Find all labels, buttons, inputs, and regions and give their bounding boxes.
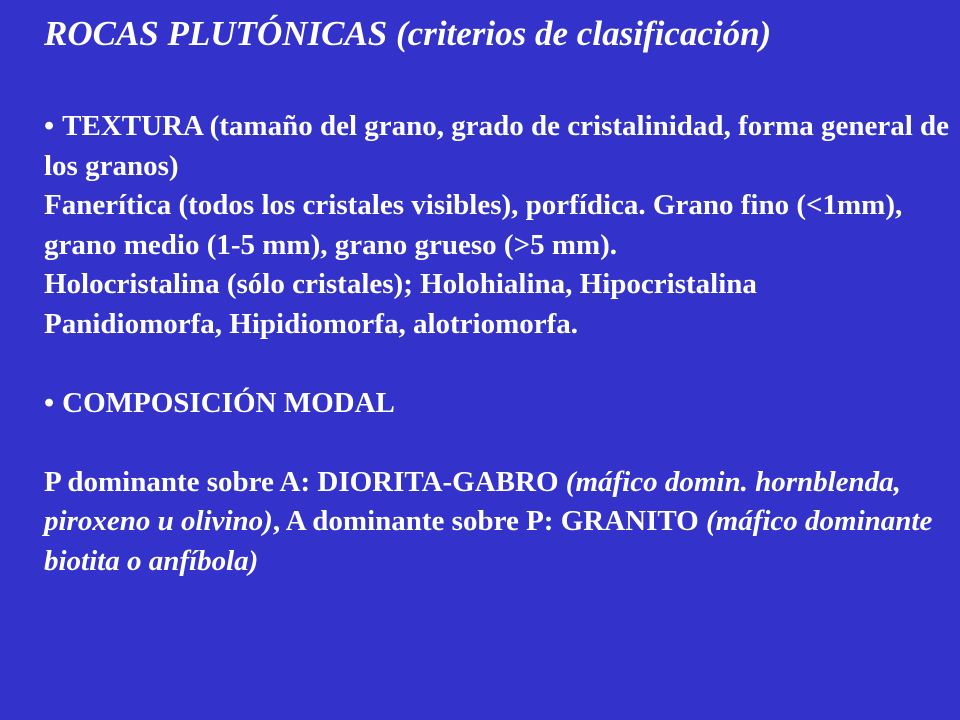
- composicion-paragraph: [44, 463, 960, 582]
- a-dominant-text: , A dominante sobre P: GRANITO: [272, 505, 699, 537]
- p-dominant-note: (máfico domin. hornblenda, piroxeno u olivino): [44, 465, 901, 537]
- composicion-heading: [44, 384, 960, 424]
- p-dominant-text: P dominante sobre A: DIORITA-GABRO: [44, 465, 559, 498]
- panidiomorfa-line: Panidiomorfa, Hipidiomorfa, alotriomorfa.: [44, 307, 579, 340]
- bullet-icon: •: [44, 386, 55, 419]
- slide-title: ROCAS PLUTÓNICAS (criterios de clasificación): [44, 14, 772, 53]
- composicion-heading-text: COMPOSICIÓN MODAL: [62, 386, 395, 419]
- faneritica-line: Fanerítica (todos los cristales visibles), porfídica. Grano fino (<1mm), grano medio (1-5 mm), grano grueso (>5 mm).: [44, 189, 903, 261]
- holocristalina-line: Holocristalina (sólo cristales); Holohialina, Hipocristalina: [44, 268, 757, 300]
- a-dominant-note: (máfico dominante biotita o anfíbola): [44, 505, 933, 577]
- spacer: [44, 344, 960, 384]
- textura-heading-text: TEXTURA (tamaño del grano, grado de cristalinidad, forma general de los granos): [44, 110, 950, 182]
- textura-heading: [44, 107, 960, 186]
- slide-body: [44, 107, 960, 581]
- spacer: [44, 423, 960, 463]
- bullet-icon: •: [44, 110, 55, 142]
